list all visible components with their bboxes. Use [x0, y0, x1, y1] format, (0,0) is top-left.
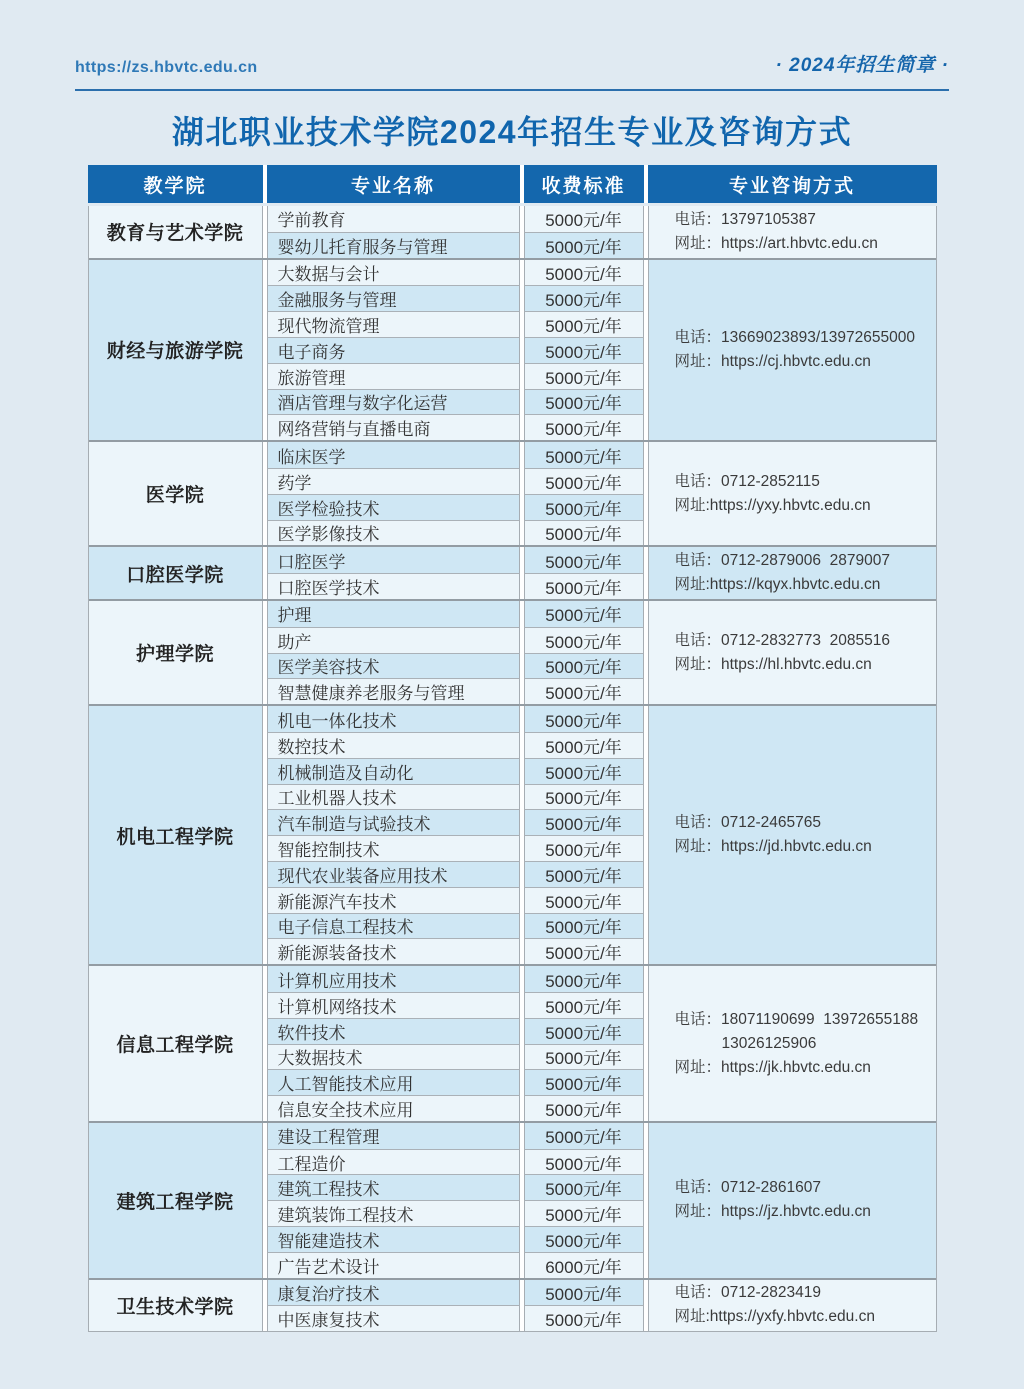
major-name: 中医康复技术 — [267, 1305, 520, 1331]
top-banner — [75, 0, 949, 91]
contact-line: 电话：0712-2465765 — [674, 814, 821, 832]
fee-value: 5000元/年 — [524, 1174, 644, 1200]
fee-value: 5000元/年 — [524, 573, 644, 599]
major-name: 数控技术 — [267, 732, 520, 758]
major-name: 大数据与会计 — [267, 260, 520, 286]
fee-value: 5000元/年 — [524, 232, 644, 258]
fee-value: 5000元/年 — [524, 706, 644, 732]
contact-cell — [648, 966, 936, 1121]
college-cell: 建筑工程学院 — [89, 1123, 263, 1278]
college-cell: 护理学院 — [89, 601, 263, 704]
fee-value: 5000元/年 — [524, 1149, 644, 1175]
college-cell: 财经与旅游学院 — [89, 260, 263, 441]
contact-line: 网址：https://cj.hbvtc.edu.cn — [674, 352, 871, 370]
fee-value: 5000元/年 — [524, 1123, 644, 1149]
major-name: 信息安全技术应用 — [267, 1095, 520, 1121]
college-group — [89, 547, 936, 599]
fee-value: 5000元/年 — [524, 758, 644, 784]
contact-line: 电话：0712-2861607 — [674, 1179, 821, 1197]
fee-value: 5000元/年 — [524, 311, 644, 337]
site-url: https://zs.hbvtc.edu.cn — [75, 59, 258, 76]
fee-value: 5000元/年 — [524, 601, 644, 627]
major-name: 建设工程管理 — [267, 1123, 520, 1149]
fee-value: 5000元/年 — [524, 1018, 644, 1044]
fee-value: 5000元/年 — [524, 992, 644, 1018]
major-name: 新能源汽车技术 — [267, 887, 520, 913]
major-name: 大数据技术 — [267, 1044, 520, 1070]
fee-value: 5000元/年 — [524, 468, 644, 494]
fee-value: 5000元/年 — [524, 547, 644, 573]
major-name: 酒店管理与数字化运营 — [267, 389, 520, 415]
college-cell: 口腔医学院 — [89, 547, 263, 599]
college-group — [89, 601, 936, 704]
college-cell: 机电工程学院 — [89, 706, 263, 964]
contact-line: 电话：0712-2823419 — [674, 1284, 821, 1302]
major-name: 医学美容技术 — [267, 653, 520, 679]
fee-value: 5000元/年 — [524, 206, 644, 232]
major-name: 智能控制技术 — [267, 835, 520, 861]
contact-line: 电话：13669023893/13972655000 — [674, 328, 915, 346]
major-name: 现代农业装备应用技术 — [267, 861, 520, 887]
major-name: 智慧健康养老服务与管理 — [267, 678, 520, 704]
major-name: 机电一体化技术 — [267, 706, 520, 732]
contact-line: 电话：0712-2832773 2085516 — [674, 631, 890, 649]
fee-value: 5000元/年 — [524, 887, 644, 913]
contact-line: 网址：https://art.hbvtc.edu.cn — [674, 234, 878, 252]
contact-line: 电话：0712-2879006 2879007 — [674, 552, 890, 570]
major-name: 网络营销与直播电商 — [267, 414, 520, 440]
fee-value: 5000元/年 — [524, 494, 644, 520]
major-name: 建筑装饰工程技术 — [267, 1200, 520, 1226]
college-group — [89, 206, 936, 258]
header-major: 专业名称 — [267, 165, 520, 203]
fee-value: 5000元/年 — [524, 1305, 644, 1331]
fee-value: 6000元/年 — [524, 1252, 644, 1278]
major-name: 人工智能技术应用 — [267, 1069, 520, 1095]
major-name: 口腔医学 — [267, 547, 520, 573]
college-group — [89, 1123, 936, 1278]
college-cell: 信息工程学院 — [89, 966, 263, 1121]
contact-cell — [648, 442, 936, 545]
college-group — [89, 966, 936, 1121]
fee-value: 5000元/年 — [524, 1200, 644, 1226]
major-name: 软件技术 — [267, 1018, 520, 1044]
fee-value: 5000元/年 — [524, 1044, 644, 1070]
major-name: 护理 — [267, 601, 520, 627]
fee-value: 5000元/年 — [524, 653, 644, 679]
fee-value: 5000元/年 — [524, 1280, 644, 1306]
table-header-row — [88, 165, 937, 203]
fee-value: 5000元/年 — [524, 1226, 644, 1252]
major-name: 智能建造技术 — [267, 1226, 520, 1252]
page-title: 湖北职业技术学院2024年招生专业及咨询方式 — [171, 114, 853, 150]
contact-cell — [648, 1280, 936, 1332]
fee-value: 5000元/年 — [524, 627, 644, 653]
fee-value: 5000元/年 — [524, 442, 644, 468]
major-name: 新能源装备技术 — [267, 938, 520, 964]
fee-value: 5000元/年 — [524, 389, 644, 415]
fee-value: 5000元/年 — [524, 913, 644, 939]
major-name: 医学检验技术 — [267, 494, 520, 520]
contact-line: 网址：https://jz.hbvtc.edu.cn — [674, 1203, 871, 1221]
contact-cell — [648, 547, 936, 599]
major-name: 药学 — [267, 468, 520, 494]
contact-line: 13026125906 — [721, 1034, 817, 1052]
contact-line: 电话：18071190699 13972655188 — [674, 1010, 919, 1028]
major-name: 广告艺术设计 — [267, 1252, 520, 1278]
major-name: 助产 — [267, 627, 520, 653]
contact-line: 网址：https://hl.hbvtc.edu.cn — [674, 655, 872, 673]
college-cell: 卫生技术学院 — [89, 1280, 263, 1332]
college-group — [89, 260, 936, 441]
header-fee: 收费标准 — [524, 165, 644, 203]
college-group — [89, 442, 936, 545]
major-name: 电子商务 — [267, 337, 520, 363]
major-name: 计算机网络技术 — [267, 992, 520, 1018]
contact-line: 网址:https://yxfy.hbvtc.edu.cn — [674, 1308, 875, 1326]
fee-value: 5000元/年 — [524, 414, 644, 440]
table-body — [88, 206, 937, 1332]
major-name: 计算机应用技术 — [267, 966, 520, 992]
fee-value: 5000元/年 — [524, 520, 644, 546]
brochure-edition: · 2024年招生简章 · — [775, 55, 949, 76]
major-name: 工程造价 — [267, 1149, 520, 1175]
fee-value: 5000元/年 — [524, 1095, 644, 1121]
admissions-table — [88, 165, 937, 1332]
major-name: 汽车制造与试验技术 — [267, 809, 520, 835]
fee-value: 5000元/年 — [524, 260, 644, 286]
college-cell: 教育与艺术学院 — [89, 206, 263, 258]
contact-cell — [648, 206, 936, 258]
major-name: 康复治疗技术 — [267, 1280, 520, 1306]
contact-cell — [648, 1123, 936, 1278]
major-name: 现代物流管理 — [267, 311, 520, 337]
contact-cell — [648, 706, 936, 964]
header-college: 教学院 — [88, 165, 263, 203]
fee-value: 5000元/年 — [524, 678, 644, 704]
major-name: 医学影像技术 — [267, 520, 520, 546]
header-contact: 专业咨询方式 — [648, 165, 937, 203]
major-name: 临床医学 — [267, 442, 520, 468]
contact-cell — [648, 601, 936, 704]
major-name: 旅游管理 — [267, 363, 520, 389]
fee-value: 5000元/年 — [524, 732, 644, 758]
major-name: 婴幼儿托育服务与管理 — [267, 232, 520, 258]
fee-value: 5000元/年 — [524, 938, 644, 964]
contact-line: 电话：0712-2852115 — [674, 472, 820, 490]
major-name: 金融服务与管理 — [267, 285, 520, 311]
college-group — [89, 706, 936, 964]
contact-line: 网址:https://kqyx.hbvtc.edu.cn — [674, 576, 881, 594]
fee-value: 5000元/年 — [524, 285, 644, 311]
contact-line: 电话：13797105387 — [674, 210, 816, 228]
fee-value: 5000元/年 — [524, 835, 644, 861]
major-name: 建筑工程技术 — [267, 1174, 520, 1200]
fee-value: 5000元/年 — [524, 363, 644, 389]
college-group — [89, 1280, 936, 1332]
contact-line: 网址：https://jd.hbvtc.edu.cn — [674, 838, 872, 856]
fee-value: 5000元/年 — [524, 784, 644, 810]
major-name: 机械制造及自动化 — [267, 758, 520, 784]
major-name: 口腔医学技术 — [267, 573, 520, 599]
major-name: 学前教育 — [267, 206, 520, 232]
major-name: 工业机器人技术 — [267, 784, 520, 810]
fee-value: 5000元/年 — [524, 966, 644, 992]
fee-value: 5000元/年 — [524, 1069, 644, 1095]
major-name: 电子信息工程技术 — [267, 913, 520, 939]
fee-value: 5000元/年 — [524, 337, 644, 363]
fee-value: 5000元/年 — [524, 861, 644, 887]
fee-value: 5000元/年 — [524, 809, 644, 835]
contact-line: 网址:https://yxy.hbvtc.edu.cn — [674, 496, 871, 514]
contact-cell — [648, 260, 936, 441]
college-cell: 医学院 — [89, 442, 263, 545]
contact-line: 网址：https://jk.hbvtc.edu.cn — [674, 1058, 871, 1076]
